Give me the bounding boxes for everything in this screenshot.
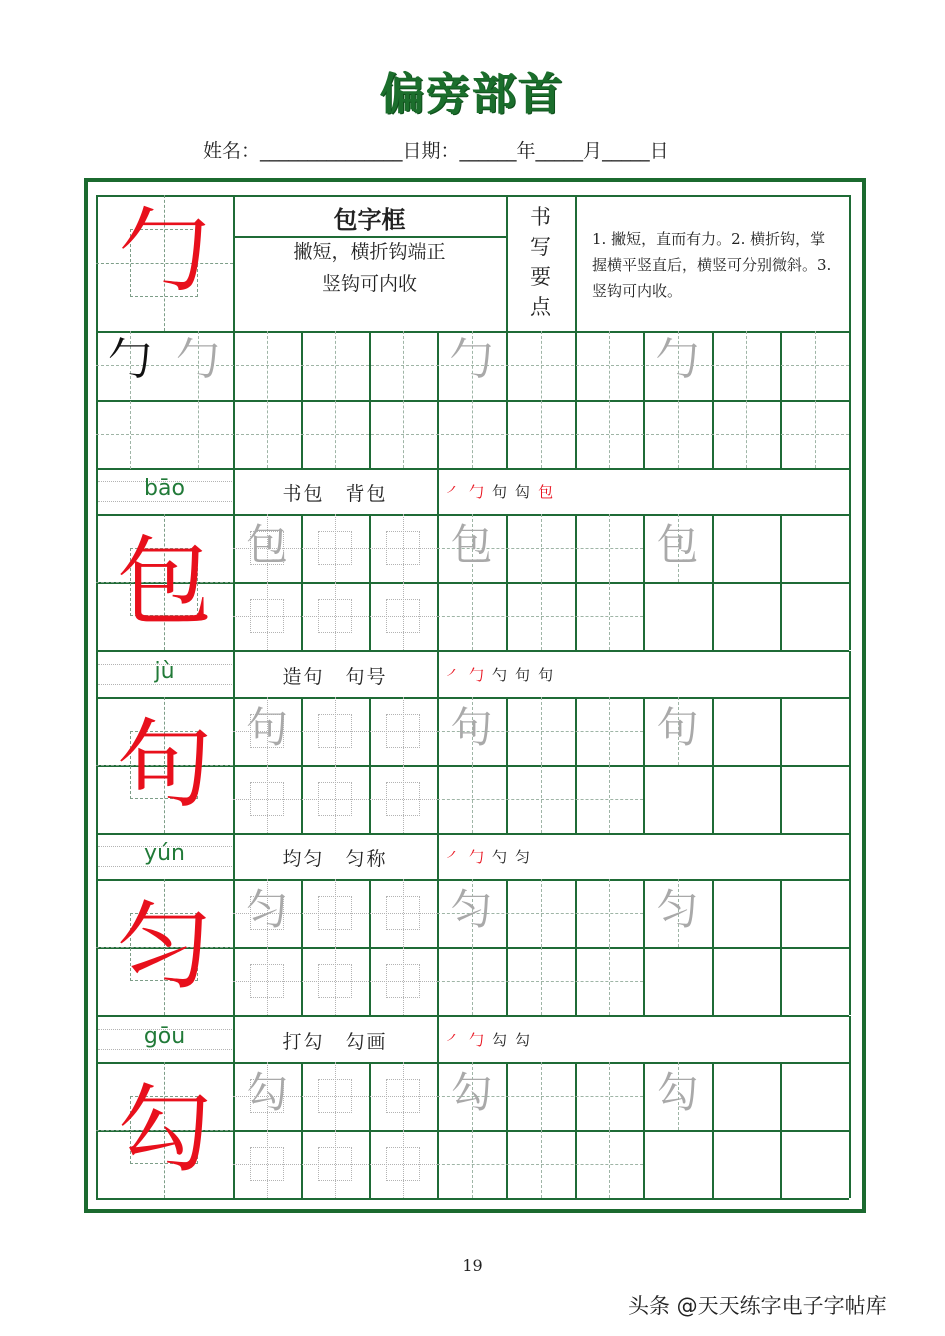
key-label-char: 要: [530, 265, 551, 289]
model-char: 包: [116, 526, 213, 638]
guide-line: [541, 947, 542, 1015]
guide-line: [472, 582, 473, 650]
trace-char: 句: [245, 703, 288, 752]
guide-box: [318, 714, 352, 748]
stroke-order: [446, 1029, 846, 1050]
radical-trace-char: 勹: [655, 334, 700, 385]
grid-line: [849, 1062, 851, 1198]
guide-box: [386, 599, 420, 633]
grid-line: [301, 331, 303, 468]
grid-line: [369, 697, 371, 833]
trace-char: 包: [656, 520, 699, 569]
stroke-step: 勾: [492, 1031, 516, 1049]
grid-line: [369, 331, 371, 468]
guide-box: [318, 1147, 352, 1181]
grid-line: [96, 514, 849, 516]
grid-line: [849, 879, 851, 1015]
grid-line: [575, 697, 577, 833]
grid-line: [301, 697, 303, 833]
stroke-step: 勹: [469, 666, 493, 684]
stroke-step: 包: [538, 483, 562, 501]
guide-line: [541, 879, 542, 947]
grid-line: [712, 514, 714, 650]
guide-line: [98, 1049, 232, 1050]
key-label-char: 书: [530, 205, 551, 229]
guide-line: [609, 514, 610, 582]
watermark: 头条 @天天练字电子字帖库: [628, 1294, 887, 1318]
stroke-step: 匀: [515, 848, 539, 866]
grid-line: [506, 697, 508, 833]
guide-box: [386, 1147, 420, 1181]
trace-char: 句: [656, 703, 699, 752]
grid-line: [849, 697, 851, 833]
guide-line: [335, 331, 336, 468]
stroke-step: 勺: [492, 848, 516, 866]
name-label: 姓名：: [203, 140, 261, 162]
guide-box: [250, 599, 284, 633]
stroke-step: 勹: [469, 848, 493, 866]
grid-line: [780, 331, 782, 468]
grid-line: [712, 697, 714, 833]
grid-line: [96, 879, 849, 881]
year-label: 年: [516, 140, 536, 162]
trace-char: 勾: [656, 1068, 699, 1117]
guide-box: [386, 896, 420, 930]
trace-char: 匀: [656, 885, 699, 934]
grid-line: [712, 331, 714, 468]
page-number: 19: [462, 1256, 483, 1275]
trace-char: 匀: [245, 885, 288, 934]
guide-line: [98, 866, 232, 867]
stroke-step: 句: [492, 483, 516, 501]
grid-line: [575, 195, 577, 331]
grid-line: [369, 514, 371, 650]
stroke-order: [446, 664, 846, 685]
category-summary-line2: 竖钩可内收: [321, 273, 417, 295]
grid-line: [437, 468, 439, 514]
grid-line: [96, 650, 849, 652]
model-char: 句: [116, 709, 213, 821]
guide-line: [472, 1130, 473, 1198]
key-label-char: 写: [530, 235, 551, 259]
name-date-line: [203, 136, 669, 163]
stroke-step: 勹: [469, 483, 493, 501]
guide-box: [318, 599, 352, 633]
grid-line: [780, 697, 782, 833]
radical-model-char: 勹: [118, 198, 211, 305]
guide-box: [386, 964, 420, 998]
grid-line: [575, 514, 577, 650]
guide-line: [472, 947, 473, 1015]
stroke-step: 匃: [515, 483, 539, 501]
guide-line: [609, 1062, 610, 1130]
grid-line: [849, 195, 851, 331]
trace-char: 包: [245, 520, 288, 569]
category-summary-line1: 撇短，横折钩端正: [293, 241, 446, 263]
guide-line: [746, 331, 747, 468]
grid-line: [96, 400, 849, 402]
grid-line: [437, 833, 439, 879]
guide-line: [609, 947, 610, 1015]
grid-line: [96, 331, 849, 333]
grid-line: [712, 1062, 714, 1198]
guide-box: [318, 964, 352, 998]
radical-model-char: 勹: [108, 334, 152, 385]
trace-char: 包: [450, 520, 493, 569]
guide-line: [609, 331, 610, 468]
guide-line: [98, 684, 232, 685]
day-label: 日: [649, 140, 669, 162]
guide-box: [386, 714, 420, 748]
stroke-step: 勺: [492, 666, 516, 684]
grid-line: [849, 514, 851, 650]
stroke-step: ㇒: [446, 483, 470, 501]
guide-line: [472, 765, 473, 833]
guide-box: [386, 1079, 420, 1113]
grid-line: [849, 331, 851, 468]
grid-line: [96, 195, 849, 197]
example-words: 均匀 匀称: [282, 848, 388, 870]
guide-line: [403, 331, 404, 468]
grid-line: [96, 1062, 849, 1064]
pinyin: bāo: [144, 476, 185, 501]
grid-line: [506, 331, 508, 468]
year-blank: ______: [459, 140, 517, 162]
guide-box: [318, 531, 352, 565]
guide-line: [541, 582, 542, 650]
stroke-step: 勹: [469, 1031, 493, 1049]
name-blank: _______________: [260, 140, 403, 162]
guide-line: [815, 331, 816, 468]
pinyin: jù: [154, 659, 175, 684]
grid-line: [712, 879, 714, 1015]
grid-line: [96, 1198, 849, 1200]
month-blank: _____: [535, 140, 584, 162]
radical-trace-char: 勹: [176, 334, 220, 385]
trace-char: 句: [450, 703, 493, 752]
stroke-step: 勾: [515, 1031, 539, 1049]
guide-line: [541, 514, 542, 582]
guide-line: [98, 501, 232, 502]
guide-box: [250, 782, 284, 816]
grid-line: [437, 1016, 439, 1062]
pinyin: yún: [144, 841, 185, 866]
grid-line: [369, 1062, 371, 1198]
grid-line: [233, 331, 235, 468]
example-words: 打勾 勾画: [282, 1031, 388, 1053]
guide-box: [250, 1147, 284, 1181]
day-blank: _____: [602, 140, 650, 162]
guide-box: [386, 782, 420, 816]
guide-line: [541, 697, 542, 765]
guide-line: [609, 765, 610, 833]
grid-line: [96, 833, 849, 835]
key-points-text: 1. 撇短，直而有力。2. 横折钩，掌握横平竖直后，横竖可分别微斜。3. 竖钩可内收。: [592, 230, 832, 300]
grid-line: [437, 651, 439, 697]
grid-line: [96, 697, 849, 699]
date-label: 日期：: [402, 140, 460, 162]
guide-box: [318, 782, 352, 816]
radical-trace-char: 勹: [449, 334, 494, 385]
guide-box: [250, 964, 284, 998]
page-title: 偏旁部首: [380, 69, 565, 120]
guide-line: [267, 331, 268, 468]
grid-line: [506, 1062, 508, 1198]
grid-line: [780, 514, 782, 650]
grid-line: [506, 879, 508, 1015]
model-char: 勾: [116, 1074, 213, 1186]
grid-line: [780, 879, 782, 1015]
key-points-label: [506, 202, 575, 322]
grid-line: [506, 514, 508, 650]
key-label-char: 点: [530, 295, 551, 319]
grid-line: [96, 468, 849, 470]
guide-box: [318, 896, 352, 930]
guide-line: [609, 879, 610, 947]
grid-line: [575, 331, 577, 468]
stroke-order: [446, 481, 846, 502]
guide-line: [541, 765, 542, 833]
guide-box: [318, 1079, 352, 1113]
grid-line: [575, 879, 577, 1015]
stroke-step: 句: [515, 666, 539, 684]
category-title: 包字框: [333, 205, 406, 234]
trace-char: 匀: [450, 885, 493, 934]
grid-line: [301, 1062, 303, 1198]
guide-line: [541, 1130, 542, 1198]
stroke-step: ㇒: [446, 848, 470, 866]
guide-line: [609, 582, 610, 650]
stroke-step: ㇒: [446, 666, 470, 684]
grid-line: [575, 1062, 577, 1198]
guide-line: [96, 434, 849, 435]
month-label: 月: [583, 140, 603, 162]
stroke-step: ㇒: [446, 1031, 470, 1049]
guide-line: [541, 1062, 542, 1130]
model-char: 匀: [116, 891, 213, 1003]
guide-box: [386, 531, 420, 565]
grid-line: [301, 514, 303, 650]
stroke-step: 句: [538, 666, 562, 684]
pinyin: gōu: [143, 1024, 186, 1049]
example-words: 书包 背包: [282, 483, 388, 505]
grid-line: [96, 1015, 849, 1017]
grid-line: [301, 879, 303, 1015]
guide-line: [609, 697, 610, 765]
stroke-order: [446, 846, 846, 867]
example-words: 造句 句号: [282, 666, 388, 688]
grid-line: [780, 1062, 782, 1198]
grid-line: [369, 879, 371, 1015]
trace-char: 勾: [245, 1068, 288, 1117]
guide-line: [609, 1130, 610, 1198]
trace-char: 勾: [450, 1068, 493, 1117]
guide-line: [541, 331, 542, 468]
